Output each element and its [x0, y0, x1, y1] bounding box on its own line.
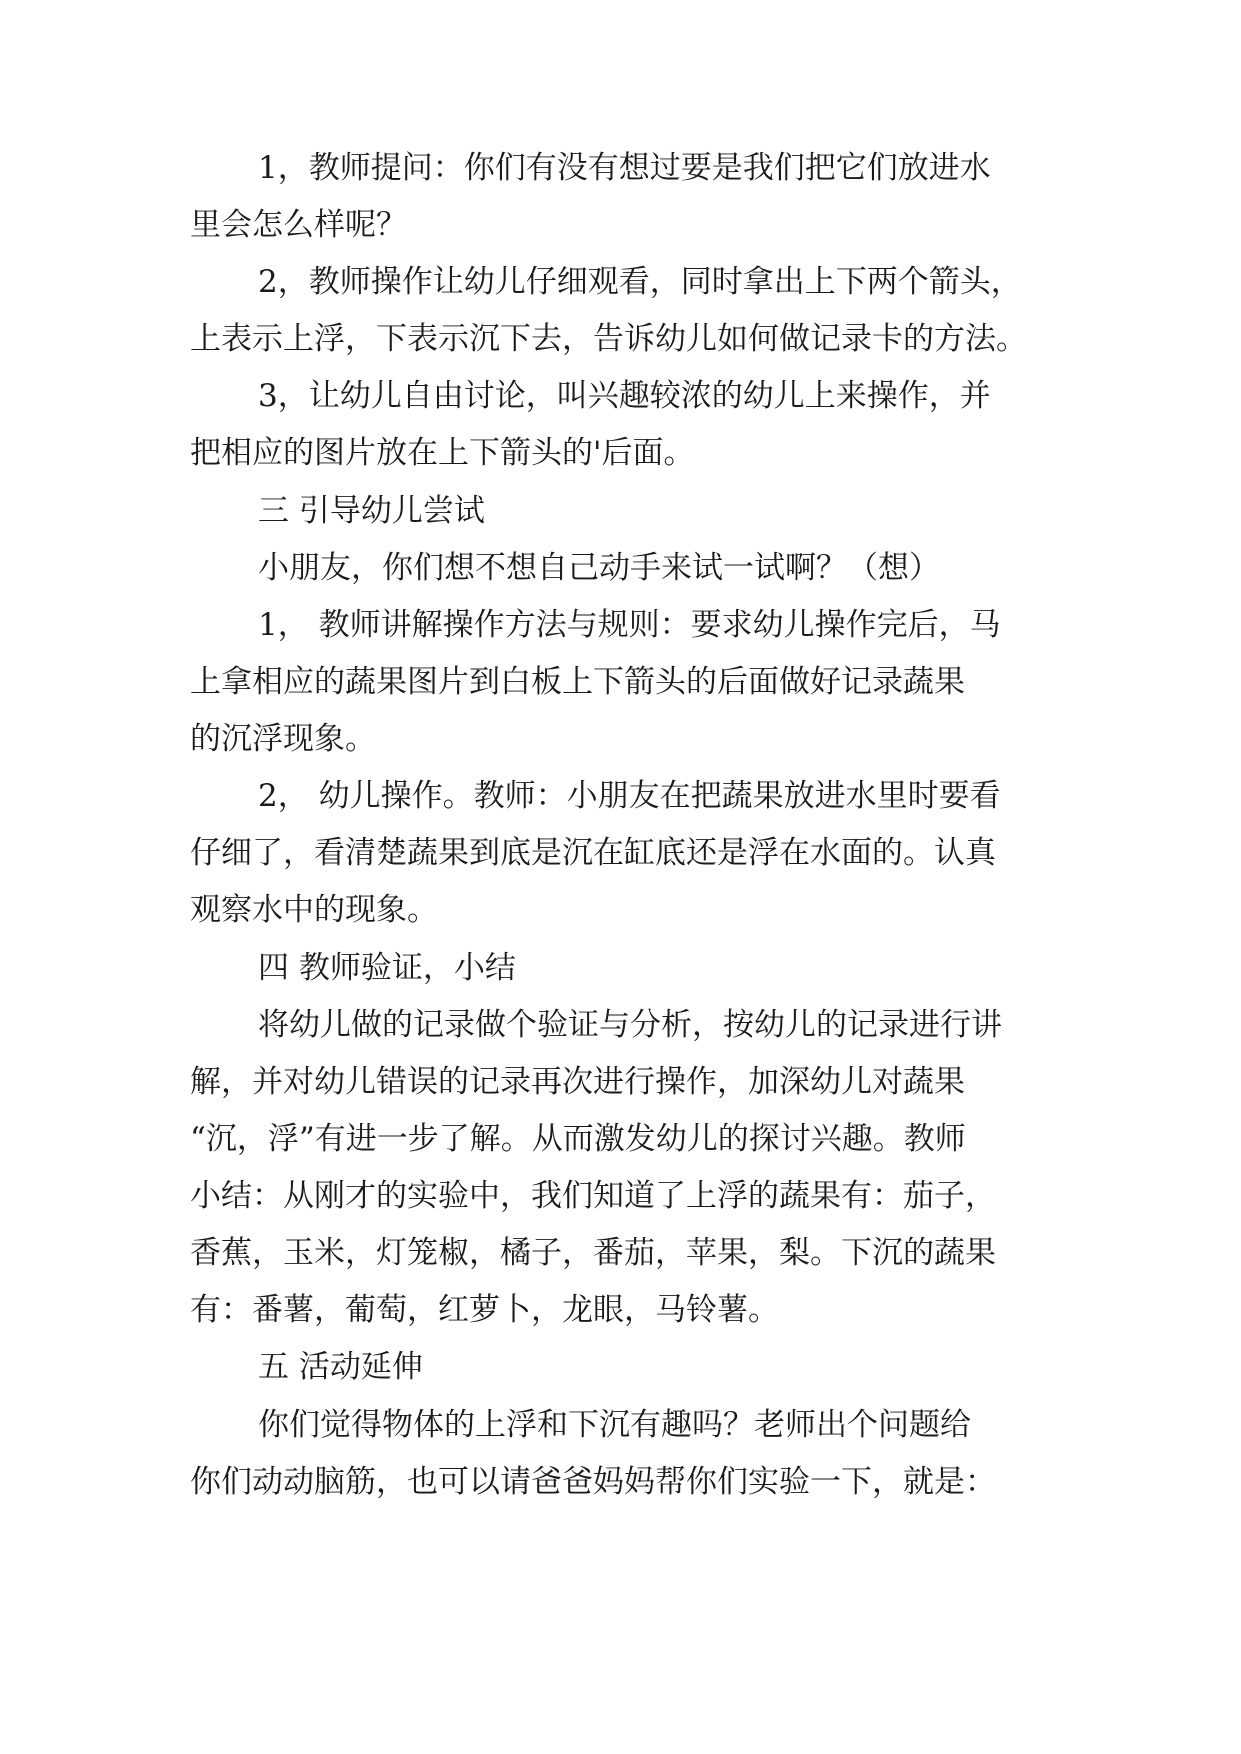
text-line: 1，教师提问：你们有没有想过要是我们把它们放进水	[258, 150, 991, 186]
section-heading: 五 活动延伸	[258, 1349, 423, 1385]
text-line: 的沉浮现象。	[190, 721, 376, 757]
text-line: 观察水中的现象。	[190, 892, 438, 928]
text-line: 仔细了，看清楚蔬果到底是沉在缸底还是浮在水面的。认真	[190, 835, 996, 871]
text-line: 香蕉，玉米，灯笼椒，橘子，番茄，苹果，梨。下沉的蔬果	[190, 1235, 996, 1271]
text-line: 把相应的图片放在上下箭头的'后面。	[190, 435, 695, 471]
text-line: 将幼儿做的记录做个验证与分析，按幼儿的记录进行讲	[258, 1007, 1002, 1043]
text-line: 你们觉得物体的上浮和下沉有趣吗？老师出个问题给	[258, 1407, 971, 1443]
section-heading: 四 教师验证，小结	[258, 950, 516, 986]
text-line: 上表示上浮，下表示沉下去，告诉幼儿如何做记录卡的方法。	[190, 321, 1027, 357]
text-line: 2， 幼儿操作。教师：小朋友在把蔬果放进水里时要看	[258, 778, 1001, 814]
text-line: 里会怎么样呢？	[190, 207, 407, 243]
text-line: 上拿相应的蔬果图片到白板上下箭头的后面做好记录蔬果	[190, 664, 965, 700]
text-line: 你们动动脑筋，也可以请爸爸妈妈帮你们实验一下，就是：	[190, 1464, 996, 1500]
text-line: 1， 教师讲解操作方法与规则：要求幼儿操作完后，马	[258, 607, 1001, 643]
text-line: “沉，浮”有进一步了解。从而激发幼儿的探讨兴趣。教师	[190, 1121, 966, 1157]
text-line: 有：番薯，葡萄，红萝卜，龙眼，马铃薯。	[190, 1292, 779, 1328]
text-line: 3，让幼儿自由讨论，叫兴趣较浓的幼儿上来操作，并	[258, 378, 991, 414]
text-line: 解，并对幼儿错误的记录再次进行操作，加深幼儿对蔬果	[190, 1064, 965, 1100]
text-line: 小结：从刚才的实验中，我们知道了上浮的蔬果有：茄子，	[190, 1178, 996, 1214]
text-line: 小朋友，你们想不想自己动手来试一试啊？（想）	[258, 550, 940, 586]
text-line: 2，教师操作让幼儿仔细观看，同时拿出上下两个箭头，	[258, 264, 1022, 300]
section-heading: 三 引导幼儿尝试	[258, 493, 485, 529]
